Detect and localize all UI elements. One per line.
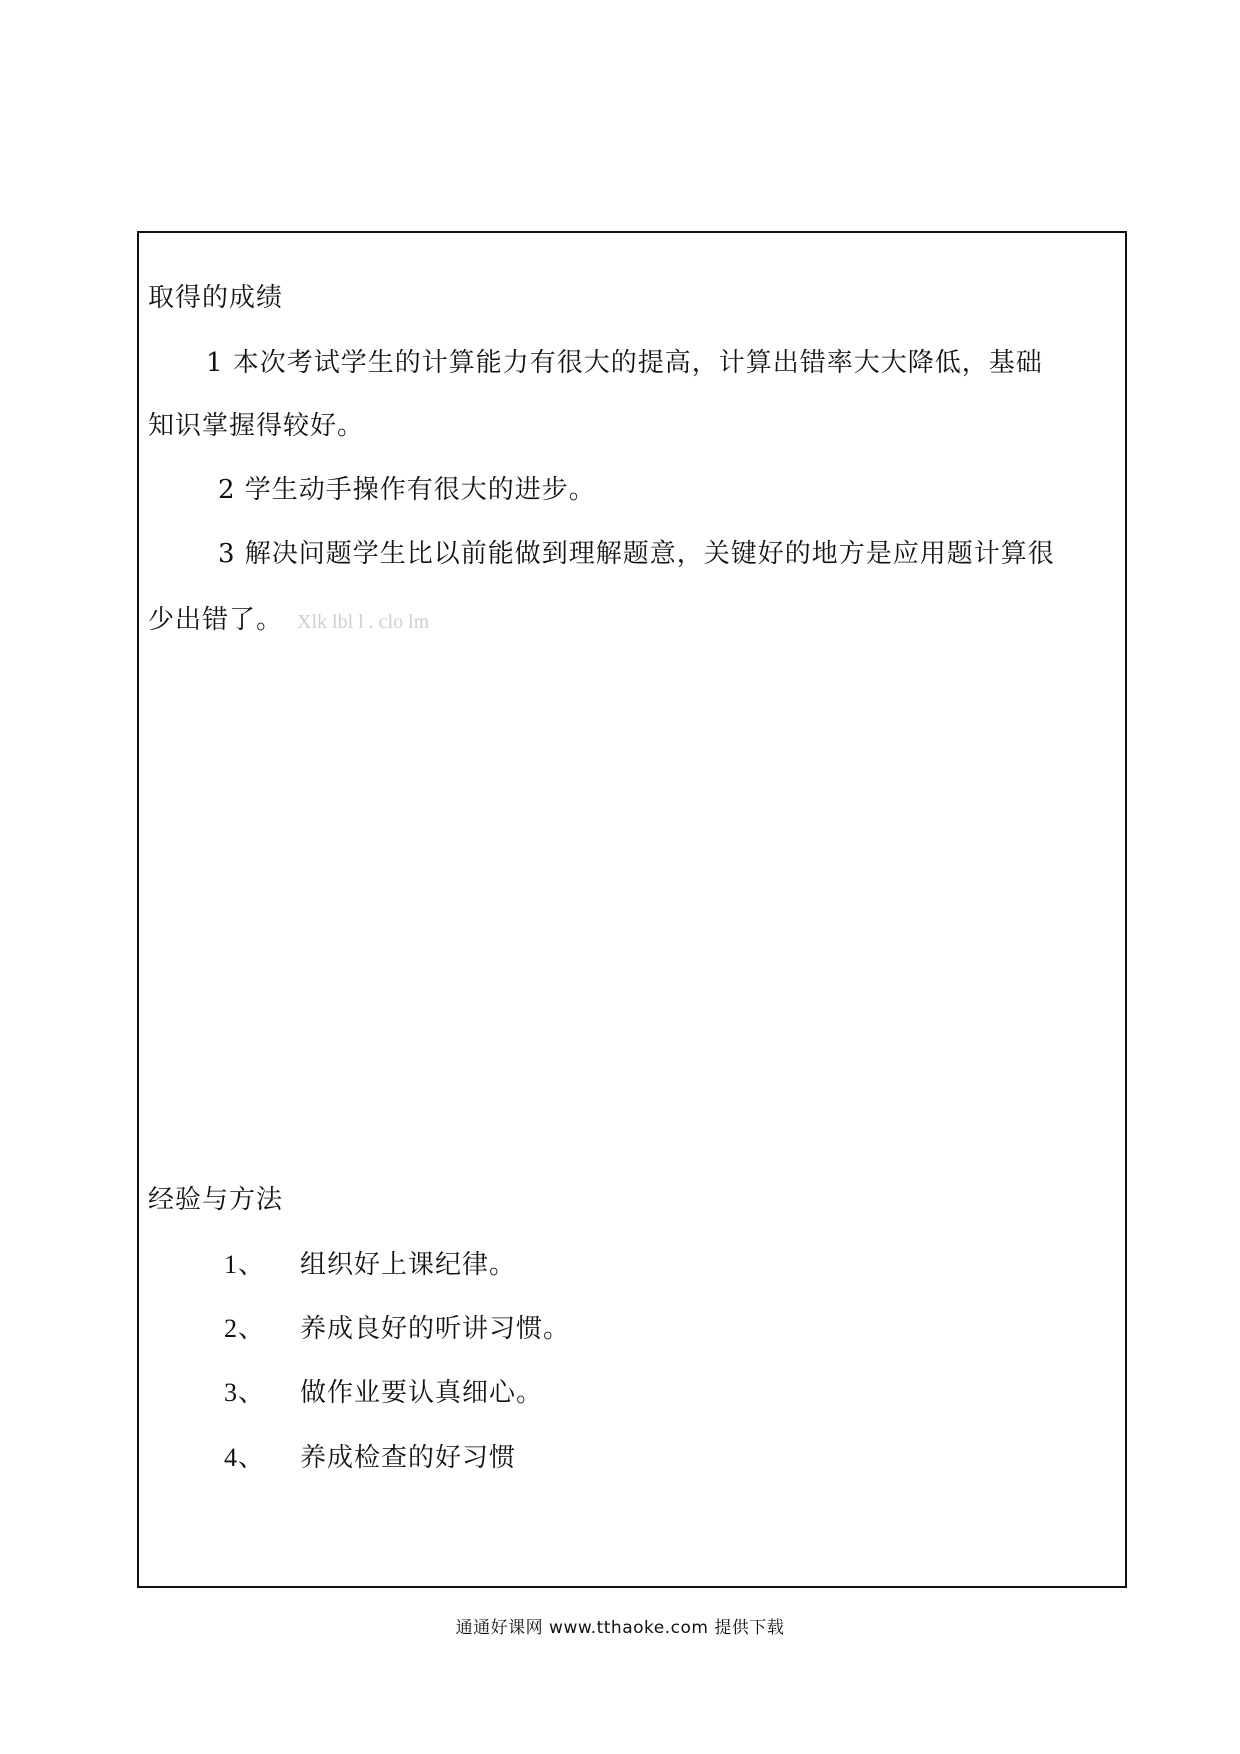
- achievement-item-1-line2: 知识掌握得较好。: [148, 411, 365, 441]
- method-item-text: 养成检查的好习惯: [300, 1443, 517, 1473]
- methods-heading: 经验与方法: [148, 1185, 284, 1215]
- method-item-number: 1、: [224, 1250, 266, 1279]
- method-item-text: 养成良好的听讲习惯。: [300, 1314, 571, 1344]
- method-item-number: 2、: [224, 1314, 266, 1343]
- method-item-3: [224, 1373, 543, 1413]
- method-item-text: 做作业要认真细心。: [300, 1378, 544, 1408]
- method-item-text: 组织好上课纪律。: [300, 1250, 517, 1280]
- achievement-item-3-line1: 3 解决问题学生比以前能做到理解题意，关键好的地方是应用题计算很: [218, 539, 1055, 569]
- achievement-item-2: 2 学生动手操作有很大的进步。: [218, 475, 596, 505]
- method-item-2: [224, 1309, 570, 1349]
- method-item-1: [224, 1245, 516, 1285]
- achievement-item-1-line1: 1 本次考试学生的计算能力有很大的提高，计算出错率大大降低，基础: [206, 348, 1043, 378]
- method-item-number: 4、: [224, 1443, 266, 1472]
- page-footer: 通通好课网 www.tthaoke.com 提供下载: [455, 1618, 785, 1638]
- method-item-number: 3、: [224, 1378, 266, 1407]
- achievement-item-3-line2-wrap: [148, 600, 1118, 642]
- method-item-4: [224, 1438, 516, 1478]
- achievements-heading: 取得的成绩: [148, 283, 284, 313]
- faint-watermark-text: Xlk lbl l . clo lm: [297, 611, 430, 633]
- achievement-item-3-line2: 少出错了。: [148, 605, 284, 635]
